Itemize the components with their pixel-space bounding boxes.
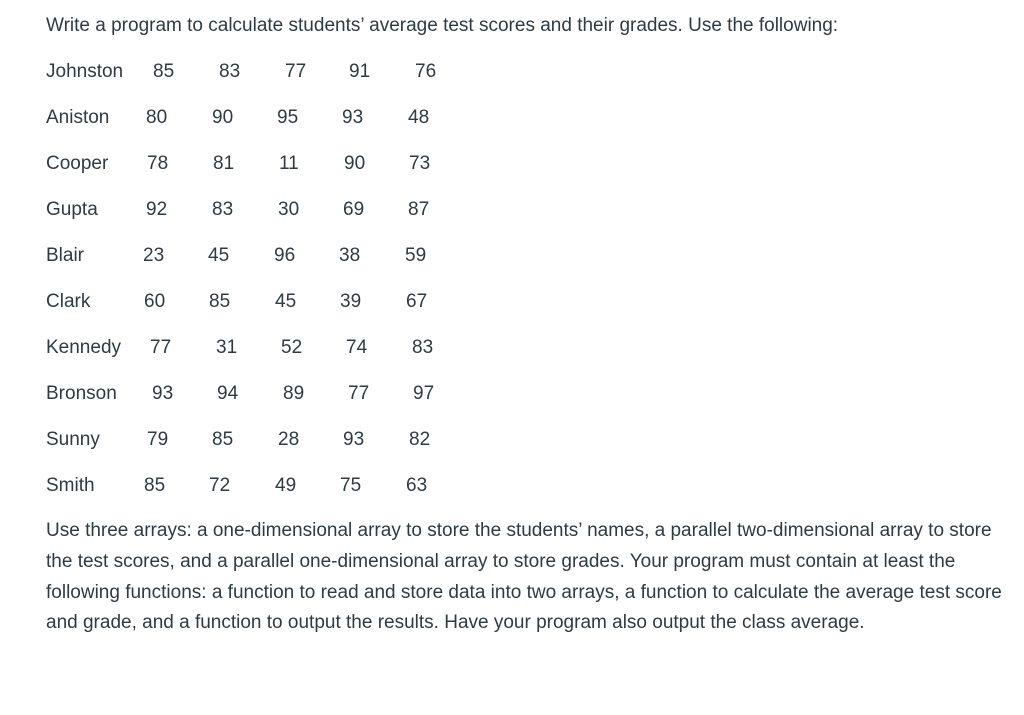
student-name: Cooper	[46, 153, 109, 174]
score: 93	[343, 429, 365, 450]
score: 45	[208, 245, 230, 266]
student-row	[0, 197, 500, 223]
score: 80	[146, 107, 168, 128]
score: 93	[152, 383, 174, 404]
score: 77	[285, 61, 307, 82]
score: 85	[209, 291, 231, 312]
student-row	[0, 105, 500, 131]
score: 79	[147, 429, 169, 450]
student-name: Kennedy	[46, 337, 122, 358]
score: 91	[349, 61, 371, 82]
score: 63	[406, 475, 428, 496]
score: 85	[212, 429, 234, 450]
score: 31	[216, 337, 238, 358]
score: 96	[274, 245, 296, 266]
score: 85	[153, 61, 175, 82]
score: 75	[340, 475, 362, 496]
score: 11	[279, 153, 299, 174]
score: 83	[219, 61, 241, 82]
score: 72	[209, 475, 231, 496]
student-row	[0, 289, 500, 315]
student-name: Clark	[46, 291, 91, 312]
student-row	[0, 59, 500, 85]
score: 89	[283, 383, 305, 404]
score: 23	[143, 245, 165, 266]
score: 92	[146, 199, 168, 220]
student-row	[0, 151, 500, 177]
student-name: Smith	[46, 475, 95, 496]
score: 77	[150, 337, 172, 358]
score: 30	[278, 199, 300, 220]
intro-text: Write a program to calculate students’ average test scores and their grades. Use the following:	[46, 15, 839, 36]
score: 77	[348, 383, 370, 404]
student-row	[0, 335, 500, 361]
score: 52	[281, 337, 303, 358]
student-name: Johnston	[46, 61, 124, 82]
score: 83	[212, 199, 234, 220]
score: 90	[212, 107, 234, 128]
score: 74	[346, 337, 368, 358]
student-row	[0, 381, 500, 407]
score: 93	[342, 107, 364, 128]
student-row	[0, 427, 500, 453]
score: 59	[405, 245, 427, 266]
student-row	[0, 473, 500, 499]
score: 69	[343, 199, 365, 220]
student-name: Bronson	[46, 383, 117, 404]
score: 95	[277, 107, 299, 128]
score: 49	[275, 475, 297, 496]
score: 87	[408, 199, 430, 220]
score: 28	[278, 429, 300, 450]
score: 83	[412, 337, 434, 358]
score: 81	[213, 153, 235, 174]
score: 82	[409, 429, 431, 450]
score: 60	[144, 291, 166, 312]
student-name: Blair	[46, 245, 85, 266]
score: 39	[340, 291, 362, 312]
score: 73	[409, 153, 431, 174]
score: 94	[217, 383, 239, 404]
student-name: Sunny	[46, 429, 100, 450]
student-row	[0, 243, 500, 269]
student-name: Gupta	[46, 199, 98, 220]
score: 78	[147, 153, 169, 174]
student-name: Aniston	[46, 107, 110, 128]
score: 97	[413, 383, 435, 404]
score: 67	[406, 291, 428, 312]
score: 90	[344, 153, 366, 174]
score: 48	[408, 107, 430, 128]
instructions-paragraph: Use three arrays: a one-dimensional array to store the students’ names, a parallel two-dimensional array to store the test scores, and a parallel one-dimensional array to store grades. Your program must contain at least the following functions: a function to read and store data into two arrays, a function to calculate the average test score and grade, and a function to output the results. Have your program also output the class average.	[46, 520, 1002, 634]
score: 76	[415, 61, 437, 82]
score: 38	[339, 245, 361, 266]
score: 45	[275, 291, 297, 312]
score: 85	[144, 475, 166, 496]
